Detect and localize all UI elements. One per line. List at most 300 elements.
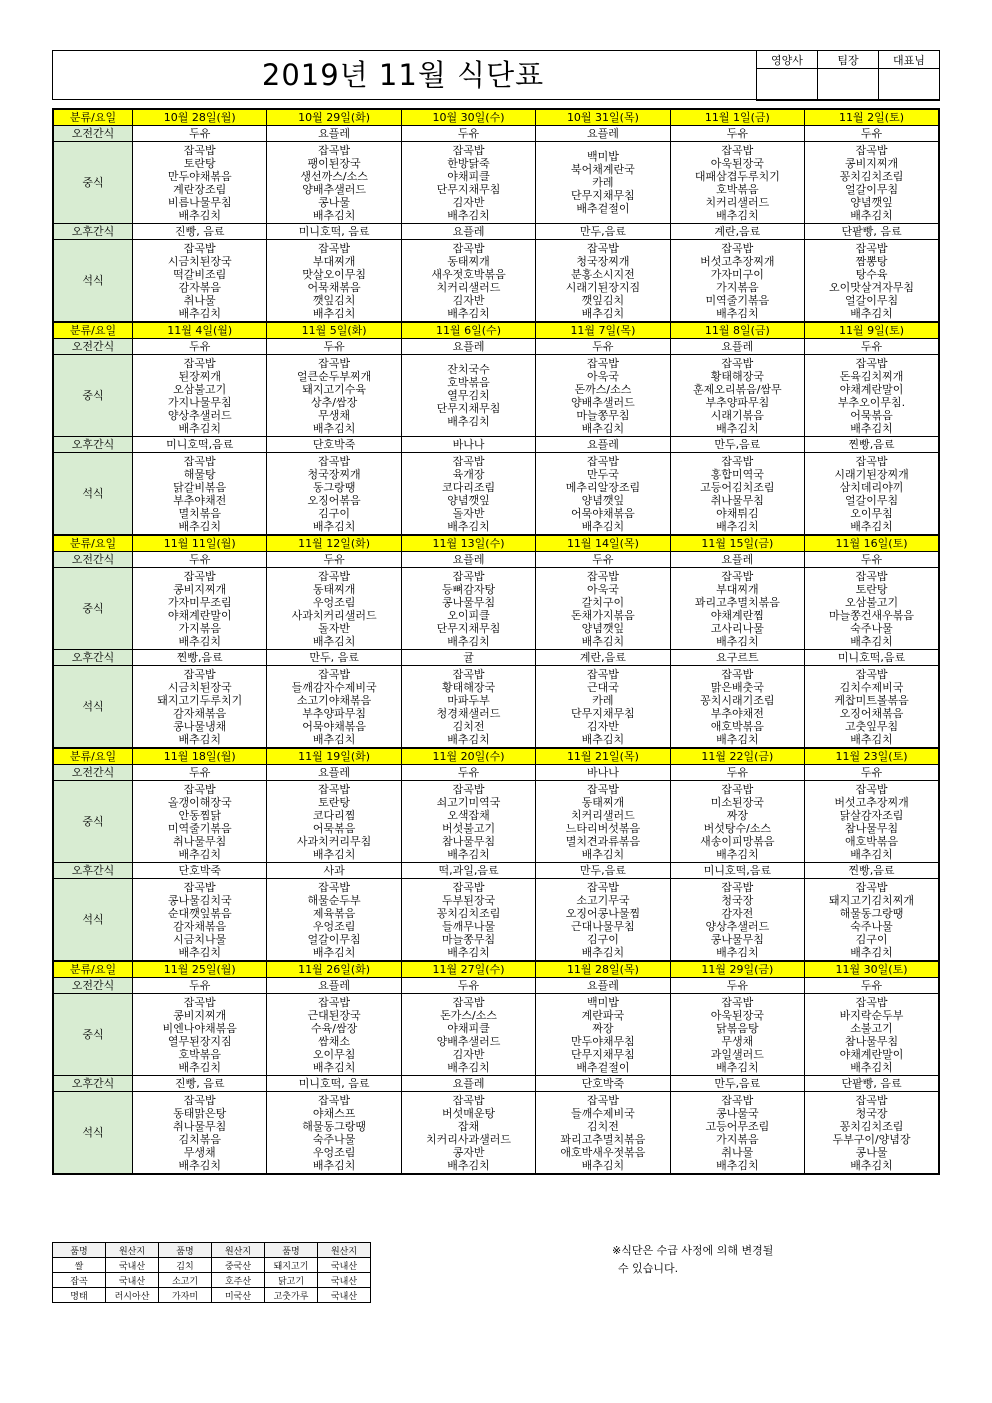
- menu-item: 잡곡밥: [318, 241, 351, 255]
- menu-item: 맛살오이무침: [302, 267, 366, 281]
- morning-snack-cell: 두유: [805, 978, 939, 994]
- menu-item: 어묵볶음: [312, 821, 356, 835]
- menu-item: 들깨수제비국: [571, 1106, 635, 1120]
- dinner-cell: [267, 453, 401, 536]
- lunch-label: 중식: [53, 142, 133, 224]
- menu-item: 느타리버섯볶음: [565, 821, 641, 835]
- menu-item: 청국장찌개: [576, 254, 630, 268]
- menu-item: 숙주나물: [850, 919, 893, 933]
- menu-item: 배추김치: [581, 1158, 625, 1172]
- lunch-cell: [536, 781, 670, 863]
- menu-item: 가자미무조림: [167, 595, 232, 609]
- date-header: 11월 1일(금): [670, 109, 804, 126]
- menu-item: 닭볶음탕: [716, 1021, 759, 1035]
- menu-item: 비엔나야채볶음: [162, 1021, 237, 1035]
- menu-item: 탕수육: [855, 267, 888, 281]
- menu-item: 미소된장국: [710, 795, 764, 809]
- menu-item: 배추김치: [178, 1158, 221, 1172]
- menu-item: 청국장찌개: [307, 467, 361, 481]
- dinner-cell: [267, 879, 401, 962]
- menu-item: 된장찌개: [178, 369, 221, 383]
- menu-item: 콩비지찌개: [173, 1008, 227, 1022]
- morning-snack-cell: 두유: [670, 978, 804, 994]
- menu-item: 해물동그랑땡: [302, 1119, 366, 1133]
- dinner-cell: [536, 240, 670, 323]
- menu-item: 백미밥: [586, 150, 619, 163]
- menu-item: 돈가스/소스: [440, 1008, 497, 1022]
- menu-item: 배추김치: [178, 519, 221, 533]
- menu-item: 메추리알장조림: [565, 480, 641, 494]
- menu-item: 잡곡밥: [183, 995, 216, 1009]
- menu-item: 부추양파무침: [705, 395, 770, 409]
- title-box: [52, 50, 940, 100]
- menu-item: 배추김치: [312, 519, 356, 533]
- lunch-cell: [805, 781, 939, 863]
- morning-snack-cell: 두유: [133, 126, 267, 142]
- menu-item: 버섯매운탕: [441, 1106, 496, 1120]
- menu-item: 호박볶음: [447, 376, 490, 389]
- menu-item: 잡곡밥: [318, 454, 351, 468]
- date-header: 10월 29일(화): [267, 109, 401, 126]
- menu-item: 수육/쌈장: [311, 1021, 358, 1035]
- menu-item: 생선까스/소스: [300, 169, 368, 183]
- menu-item: 잡곡밥: [586, 356, 619, 370]
- morning-snack-cell: 요플레: [267, 765, 401, 781]
- menu-item: 배추김치: [178, 945, 221, 959]
- menu-item: 오이무침: [312, 1047, 356, 1061]
- menu-item: 고등어김치조림: [700, 480, 775, 494]
- menu-item: 돼지고기두루치기: [157, 693, 243, 707]
- menu-item: 아욱국: [586, 582, 619, 596]
- lunch-cell: [805, 568, 939, 650]
- origin-cell: 미국산: [212, 1288, 265, 1303]
- menu-item: 잡곡밥: [318, 356, 351, 370]
- sign-box-dietitian: [757, 69, 818, 101]
- menu-item: 짬뽕탕: [855, 254, 888, 268]
- menu-item: 안동찜닭: [178, 808, 221, 822]
- dinner-cell: [670, 879, 804, 962]
- menu-item: 잡곡밥: [183, 143, 216, 157]
- date-header: 11월 28일(목): [536, 961, 670, 978]
- menu-item: 깻잎김치: [581, 293, 625, 307]
- menu-item: 배추김치: [312, 208, 356, 222]
- menu-item: 배추김치: [581, 732, 625, 746]
- menu-item: 잡곡밥: [183, 880, 216, 894]
- origin-cell: 호주산: [212, 1273, 265, 1288]
- menu-item: 부추야채전: [173, 493, 227, 507]
- lunch-cell: [401, 568, 535, 650]
- menu-item: 어묵채볶음: [307, 280, 361, 294]
- menu-item: 만두야채볶음: [167, 169, 232, 183]
- morning-snack-cell: 두유: [805, 765, 939, 781]
- dinner-cell: [536, 666, 670, 749]
- origin-cell: 닭고기: [265, 1273, 318, 1288]
- afternoon-snack-cell: 요플레: [401, 1076, 535, 1092]
- menu-item: 꽈리고추멸치볶음: [694, 595, 780, 609]
- lunch-cell: [670, 355, 804, 437]
- menu-item: 근대나물무침: [571, 919, 635, 933]
- menu-item: 양배추샐러드: [571, 395, 635, 409]
- menu-item: 아욱된장국: [710, 156, 764, 170]
- afternoon-snack-cell: 단팥빵, 음료: [805, 224, 939, 240]
- menu-item: 잡곡밥: [452, 667, 485, 681]
- menu-item: 단무지채무침: [436, 182, 501, 196]
- dinner-cell: [805, 1092, 939, 1175]
- menu-item: 배추김치: [581, 421, 625, 435]
- menu-item: 치커리사과샐러드: [426, 1132, 512, 1146]
- morning-snack-cell: 두유: [133, 552, 267, 568]
- menu-item: 콩나물국: [716, 1106, 759, 1120]
- menu-item: 참나물무침: [441, 834, 496, 848]
- date-header: 11월 16일(토): [805, 535, 939, 552]
- date-header: 11월 12일(화): [267, 535, 401, 552]
- date-header: 11월 18일(월): [133, 748, 267, 765]
- category-label: 분류/요일: [53, 322, 133, 339]
- menu-item: 잡곡밥: [586, 880, 619, 894]
- menu-item: 대패삼겹두루치기: [694, 169, 780, 183]
- menu-item: 배추김치: [850, 847, 893, 861]
- menu-item: 치커리샐러드: [571, 808, 635, 822]
- menu-item: 야채튀김: [716, 506, 759, 520]
- afternoon-snack-cell: 만두,음료: [536, 863, 670, 879]
- menu-item: 시래기볶음: [710, 408, 764, 422]
- afternoon-snack-label: 오후간식: [53, 863, 133, 879]
- dinner-cell: [670, 240, 804, 323]
- morning-snack-cell: 두유: [670, 126, 804, 142]
- lunch-cell: [133, 355, 267, 437]
- date-header: 11월 2일(토): [805, 109, 939, 126]
- menu-item: 잡곡밥: [452, 241, 485, 255]
- menu-item: 시금치나물: [173, 932, 227, 946]
- menu-item: 동그랑땡: [312, 480, 356, 494]
- dinner-cell: [401, 453, 535, 536]
- menu-item: 애호박볶음: [844, 834, 899, 848]
- menu-item: 소고기무국: [576, 893, 630, 907]
- menu-item: 배추김치: [178, 732, 221, 746]
- dinner-label: 석식: [53, 240, 133, 323]
- afternoon-snack-cell: 미니호떡, 음료: [267, 224, 401, 240]
- menu-item: 닭살감자조림: [839, 808, 904, 822]
- menu-item: 마파두부: [447, 693, 490, 707]
- origin-cell: 김치: [159, 1258, 212, 1273]
- menu-item: 잡곡밥: [183, 1093, 216, 1107]
- menu-item: 배추김치: [716, 732, 759, 746]
- afternoon-snack-cell: 진빵, 음료: [133, 224, 267, 240]
- menu-item: 배추김치: [312, 1158, 356, 1172]
- menu-item: 김자반: [452, 195, 485, 209]
- menu-item: 배추김치: [447, 945, 490, 959]
- menu-item: 돈채가지볶음: [571, 608, 635, 622]
- dinner-cell: [401, 879, 535, 962]
- afternoon-snack-cell: 찐빵,음료: [805, 863, 939, 879]
- date-header: 10월 31일(목): [536, 109, 670, 126]
- menu-item: 잡곡밥: [855, 782, 888, 796]
- menu-item: 배추김치: [716, 945, 759, 959]
- menu-item: 갈치구이: [581, 595, 625, 609]
- sign-label-teamlead: 팀장: [818, 51, 879, 69]
- origin-cell: 국내산: [318, 1258, 371, 1273]
- afternoon-snack-cell: 만두, 음료: [267, 650, 401, 666]
- lunch-cell: [805, 994, 939, 1076]
- lunch-cell: [133, 781, 267, 863]
- menu-item: 깻잎김치: [312, 293, 356, 307]
- lunch-cell: [401, 994, 535, 1076]
- menu-item: 꽁치시래기조림: [700, 693, 775, 707]
- afternoon-snack-cell: 바나나: [401, 437, 535, 453]
- menu-item: 돈육김치찌개: [839, 369, 904, 383]
- date-header: 11월 23일(토): [805, 748, 939, 765]
- morning-snack-cell: 두유: [401, 126, 535, 142]
- menu-item: 가지볶음: [178, 621, 221, 635]
- date-header: 11월 29일(금): [670, 961, 804, 978]
- menu-item: 토란탕: [318, 795, 351, 809]
- menu-item: 동태찌개: [447, 254, 490, 268]
- menu-item: 두부구이/양념장: [832, 1132, 911, 1146]
- menu-item: 김치수제비국: [839, 680, 904, 694]
- menu-item: 부대찌개: [716, 582, 759, 596]
- menu-item: 잡곡밥: [855, 667, 888, 681]
- menu-item: 부추오이무침.: [837, 395, 906, 409]
- menu-item: 등뼈감자탕: [441, 582, 496, 596]
- menu-item: 멸치볶음: [178, 506, 221, 520]
- lunch-cell: [267, 568, 401, 650]
- date-header: 10월 28일(월): [133, 109, 267, 126]
- menu-item: 콩나물무침: [441, 595, 496, 609]
- menu-item: 야채스프: [312, 1106, 356, 1120]
- morning-snack-cell: 두유: [670, 765, 804, 781]
- date-header: 11월 26일(화): [267, 961, 401, 978]
- menu-item: 얼갈이무침: [844, 293, 899, 307]
- menu-item: 어묵야채볶음: [571, 506, 635, 520]
- menu-item: 배추김치: [312, 847, 356, 861]
- menu-item: 잡채: [457, 1119, 480, 1133]
- lunch-cell: [670, 994, 804, 1076]
- menu-item: 김자반: [452, 1047, 485, 1061]
- afternoon-snack-cell: 찐빵,음료: [133, 650, 267, 666]
- menu-item: 오색잡채: [447, 808, 490, 822]
- dinner-cell: [133, 879, 267, 962]
- menu-item: 김자반: [586, 719, 619, 733]
- afternoon-snack-label: 오후간식: [53, 1076, 133, 1092]
- menu-item: 김치볶음: [178, 1132, 221, 1146]
- menu-item: 마늘쫑건새우볶음: [829, 608, 915, 622]
- menu-item: 홍합미역국: [710, 467, 764, 481]
- menu-item: 동태맑은탕: [173, 1106, 227, 1120]
- menu-item: 쌈채소: [318, 1034, 351, 1048]
- morning-snack-cell: 두유: [805, 552, 939, 568]
- menu-item: 배추김치: [716, 421, 759, 435]
- category-label: 분류/요일: [53, 748, 133, 765]
- menu-item: 잡곡밥: [318, 569, 351, 583]
- menu-item: 잡곡밥: [318, 782, 351, 796]
- menu-item: 꽁치김치조림: [436, 906, 501, 920]
- menu-item: 근대된장국: [307, 1008, 361, 1022]
- menu-item: 취나물: [183, 293, 216, 307]
- dinner-cell: [670, 453, 804, 536]
- dinner-cell: [805, 240, 939, 323]
- dinner-label: 석식: [53, 1092, 133, 1175]
- lunch-cell: [670, 142, 804, 224]
- dinner-cell: [133, 1092, 267, 1175]
- menu-item: 취나물: [721, 1145, 754, 1159]
- menu-item: 상추/쌈장: [311, 395, 358, 409]
- menu-item: 잡곡밥: [855, 356, 888, 370]
- lunch-cell: [401, 355, 535, 437]
- menu-item: 황태해장국: [710, 369, 764, 383]
- afternoon-snack-cell: 만두,음료: [670, 437, 804, 453]
- menu-item: 배추김치: [581, 634, 625, 648]
- lunch-cell: [133, 568, 267, 650]
- menu-item: 배추겉절이: [576, 1060, 630, 1074]
- origin-header: 품명: [265, 1243, 318, 1258]
- menu-item: 배추김치: [850, 634, 893, 648]
- origin-table: [52, 1242, 371, 1303]
- menu-item: 양배추샐러드: [436, 1034, 501, 1048]
- dinner-label: 석식: [53, 879, 133, 962]
- menu-item: 새우젓호박볶음: [431, 267, 506, 281]
- menu-item: 배추김치: [447, 847, 490, 861]
- menu-item: 꽈리고추멸치볶음: [560, 1132, 646, 1146]
- afternoon-snack-cell: 단팥빵, 음료: [805, 1076, 939, 1092]
- morning-snack-cell: 요플레: [267, 126, 401, 142]
- menu-item: 잡곡밥: [855, 995, 888, 1009]
- morning-snack-cell: 두유: [401, 765, 535, 781]
- date-header: 11월 9일(토): [805, 322, 939, 339]
- morning-snack-cell: 두유: [133, 339, 267, 355]
- date-header: 11월 7일(목): [536, 322, 670, 339]
- morning-snack-label: 오전간식: [53, 765, 133, 781]
- menu-item: 황태해장국: [441, 680, 496, 694]
- menu-item: 부추양파무침: [302, 706, 366, 720]
- menu-item: 잡곡밥: [721, 782, 754, 796]
- morning-snack-cell: 두유: [267, 552, 401, 568]
- menu-item: 청국장: [855, 1106, 888, 1120]
- date-header: 11월 4일(월): [133, 322, 267, 339]
- menu-item: 해물탕: [183, 467, 216, 481]
- sign-box-teamlead: [818, 69, 879, 101]
- afternoon-snack-label: 오후간식: [53, 224, 133, 240]
- menu-item: 시래기된장지짐: [565, 280, 641, 294]
- menu-item: 배추김치: [447, 519, 490, 533]
- menu-item: 배추김치: [447, 208, 490, 222]
- menu-item: 배추김치: [716, 208, 759, 222]
- lunch-cell: [401, 142, 535, 224]
- menu-item: 콩나물김치국: [167, 893, 232, 907]
- menu-item: 잡곡밥: [855, 454, 888, 468]
- menu-item: 백미밥: [586, 995, 619, 1009]
- menu-item: 배추김치: [581, 847, 625, 861]
- menu-item: 쇠고기미역국: [436, 795, 501, 809]
- menu-item: 잡곡밥: [586, 667, 619, 681]
- menu-item: 오이피클: [447, 608, 490, 622]
- afternoon-snack-cell: 사과: [267, 863, 401, 879]
- date-header: 11월 20일(수): [401, 748, 535, 765]
- menu-item: 배추김치: [850, 1060, 893, 1074]
- afternoon-snack-label: 오후간식: [53, 437, 133, 453]
- menu-item: 배추김치: [178, 421, 221, 435]
- menu-item: 오징어콩나물찜: [565, 906, 641, 920]
- menu-item: 시금치된장국: [167, 680, 232, 694]
- morning-snack-cell: 두유: [805, 126, 939, 142]
- menu-item: 동태찌개: [312, 582, 356, 596]
- morning-snack-label: 오전간식: [53, 552, 133, 568]
- menu-item: 삼치데리야끼: [839, 480, 904, 494]
- lunch-label: 중식: [53, 355, 133, 437]
- origin-cell: 명태: [53, 1288, 106, 1303]
- menu-item: 잡곡밥: [183, 667, 216, 681]
- menu-item: 배추김치: [716, 1060, 759, 1074]
- menu-item: 참나물무침: [844, 1034, 899, 1048]
- menu-item: 김구이: [855, 932, 888, 946]
- menu-item: 잡곡밥: [183, 782, 216, 796]
- menu-item: 얼큰순두부찌개: [296, 369, 372, 383]
- afternoon-snack-label: 오후간식: [53, 650, 133, 666]
- menu-item: 단무지채무침: [436, 621, 501, 635]
- dinner-cell: [133, 240, 267, 323]
- menu-item: 가자미구이: [710, 267, 764, 281]
- menu-item: 비름나물무침: [167, 195, 232, 209]
- menu-item: 배추김치: [850, 208, 893, 222]
- lunch-cell: [536, 994, 670, 1076]
- lunch-cell: [133, 142, 267, 224]
- lunch-cell: [536, 568, 670, 650]
- menu-item: 숙주나물: [312, 1132, 356, 1146]
- menu-item: 동태찌개: [581, 795, 625, 809]
- menu-item: 미역줄기볶음: [167, 821, 232, 835]
- menu-item: 잡곡밥: [855, 143, 888, 157]
- dinner-cell: [536, 879, 670, 962]
- morning-snack-cell: 요플레: [536, 126, 670, 142]
- morning-snack-cell: 요플레: [401, 552, 535, 568]
- menu-item: 해물순두부: [307, 893, 361, 907]
- menu-item: 새송이피망볶음: [700, 834, 775, 848]
- menu-item: 치커리샐러드: [705, 195, 770, 209]
- menu-item: 잡곡밥: [586, 569, 619, 583]
- menu-item: 해물동그랑땡: [839, 906, 904, 920]
- menu-item: 시금치된장국: [167, 254, 232, 268]
- menu-item: 애호박새우젓볶음: [560, 1145, 646, 1159]
- menu-item: 콩나물: [318, 195, 351, 209]
- menu-item: 감자전: [721, 906, 754, 920]
- origin-cell: 중국산: [212, 1258, 265, 1273]
- menu-item: 순대깻잎볶음: [167, 906, 232, 920]
- menu-item: 들깨감자수제비국: [291, 680, 377, 694]
- origin-cell: 소고기: [159, 1273, 212, 1288]
- menu-item: 사과치커리무침: [296, 834, 372, 848]
- lunch-label: 중식: [53, 781, 133, 863]
- menu-item: 오징어볶음: [307, 493, 361, 507]
- menu-item: 가지볶음: [716, 280, 759, 294]
- morning-snack-cell: 두유: [133, 765, 267, 781]
- afternoon-snack-cell: 귤: [401, 650, 535, 666]
- menu-item: 청국장: [721, 893, 754, 907]
- menu-item: 잡곡밥: [183, 241, 216, 255]
- afternoon-snack-cell: 요플레: [401, 224, 535, 240]
- date-header: 11월 21일(목): [536, 748, 670, 765]
- menu-item: 잡곡밥: [721, 667, 754, 681]
- afternoon-snack-cell: 미니호떡,음료: [805, 650, 939, 666]
- menu-item: 잡곡밥: [452, 569, 485, 583]
- menu-item: 잡곡밥: [721, 1093, 754, 1107]
- menu-item: 잔치국수: [447, 363, 490, 376]
- menu-item: 잡곡밥: [452, 1093, 485, 1107]
- menu-item: 맑은배춧국: [710, 680, 764, 694]
- morning-snack-label: 오전간식: [53, 978, 133, 994]
- category-label: 분류/요일: [53, 109, 133, 126]
- menu-item: 아욱된장국: [710, 1008, 764, 1022]
- morning-snack-cell: 요플레: [670, 339, 804, 355]
- menu-item: 취나물무침: [173, 834, 227, 848]
